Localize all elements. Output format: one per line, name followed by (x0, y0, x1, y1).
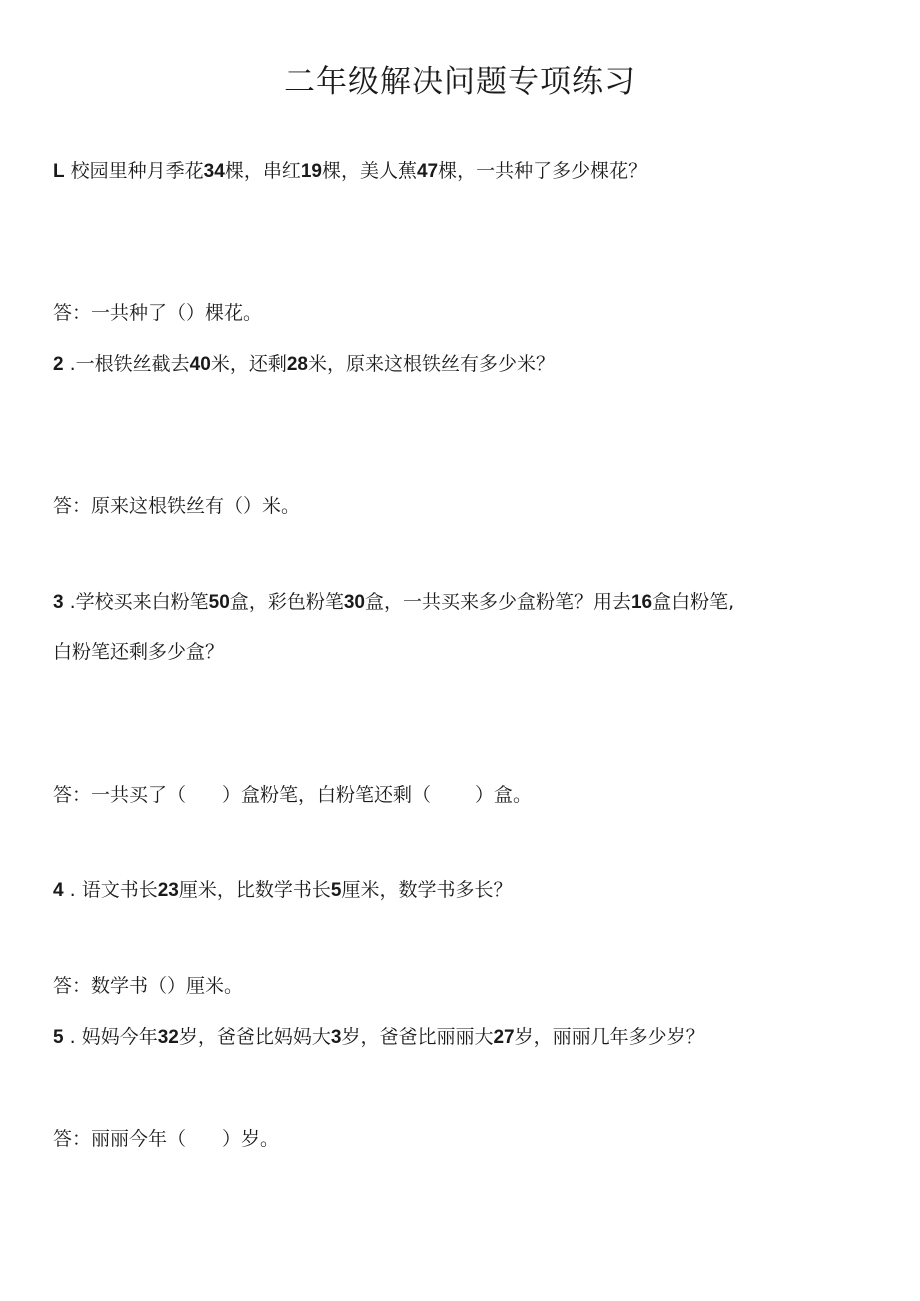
number-value: 27 (493, 1027, 515, 1048)
question-text: 棵，美人蕉 (321, 160, 417, 182)
page-title: 二年级解决问题专项练习 (284, 64, 636, 100)
number-value: 28 (286, 354, 308, 375)
question-2 (53, 349, 555, 376)
question-number: 2 (53, 354, 64, 375)
question-text: 棵，一共种了多少棵花？ (438, 160, 648, 182)
question-5 (53, 1022, 705, 1049)
question-text: 岁，爸爸比丽丽大 (341, 1026, 494, 1048)
question-text: 岁，丽丽几年多少岁？ (514, 1026, 705, 1048)
question-number: 5 (53, 1027, 64, 1048)
question-number: 3 (53, 592, 64, 613)
question-3 (53, 587, 734, 614)
question-text: 盒白粉笔, (652, 591, 735, 613)
question-text: .学校买来白粉笔 (69, 591, 209, 613)
question-number: L (53, 161, 65, 182)
question-1 (53, 156, 647, 183)
answer-text: ）岁。 (222, 1128, 280, 1150)
question-text: .一根铁丝截去 (69, 353, 190, 375)
answer-5 (53, 1124, 279, 1151)
number-value: 30 (343, 592, 365, 613)
question-4 (53, 875, 512, 902)
question-number: 4 (53, 880, 64, 901)
question-text: 盒，一共买来多少盒粉笔？用去 (364, 591, 631, 613)
answer-4: 答：数学书（）厘米。 (53, 975, 244, 997)
answer-text: ）盒。 (475, 784, 533, 806)
question-text: 米，还剩 (210, 353, 287, 375)
number-value: 47 (416, 161, 439, 182)
number-value: 40 (189, 354, 211, 375)
question-text: 厘米，数学书多长？ (341, 879, 513, 901)
question-text: . 妈妈今年 (69, 1026, 158, 1048)
answer-1: 答：一共种了（）棵花。 (53, 302, 263, 324)
number-value: 5 (330, 880, 342, 901)
question-text: 厘米，比数学书长 (178, 879, 331, 901)
number-value: 50 (208, 592, 230, 613)
number-value: 16 (630, 592, 653, 613)
answer-2: 答：原来这根铁丝有（）米。 (53, 495, 301, 517)
number-value: 23 (157, 880, 179, 901)
question-text: 盒，彩色粉笔 (229, 591, 344, 613)
number-value: 34 (203, 161, 225, 182)
answer-text: ）盒粉笔，白粉笔还剩（ (222, 784, 432, 806)
number-value: 3 (330, 1027, 342, 1048)
question-text: . 语文书长 (69, 879, 158, 901)
number-value: 19 (300, 161, 322, 182)
question-text: 岁，爸爸比妈妈大 (178, 1026, 331, 1048)
answer-text: 答：丽丽今年（ (53, 1128, 187, 1150)
question-text: 校园里种月季花 (70, 160, 204, 182)
answer-3 (53, 780, 532, 807)
question-text: 米，原来这根铁丝有多少米？ (307, 353, 555, 375)
answer-text: 答：一共买了（ (53, 784, 187, 806)
question-3-continuation: 白粉笔还剩多少盒？ (53, 641, 225, 663)
question-text: 棵，串红 (224, 160, 301, 182)
number-value: 32 (157, 1027, 179, 1048)
